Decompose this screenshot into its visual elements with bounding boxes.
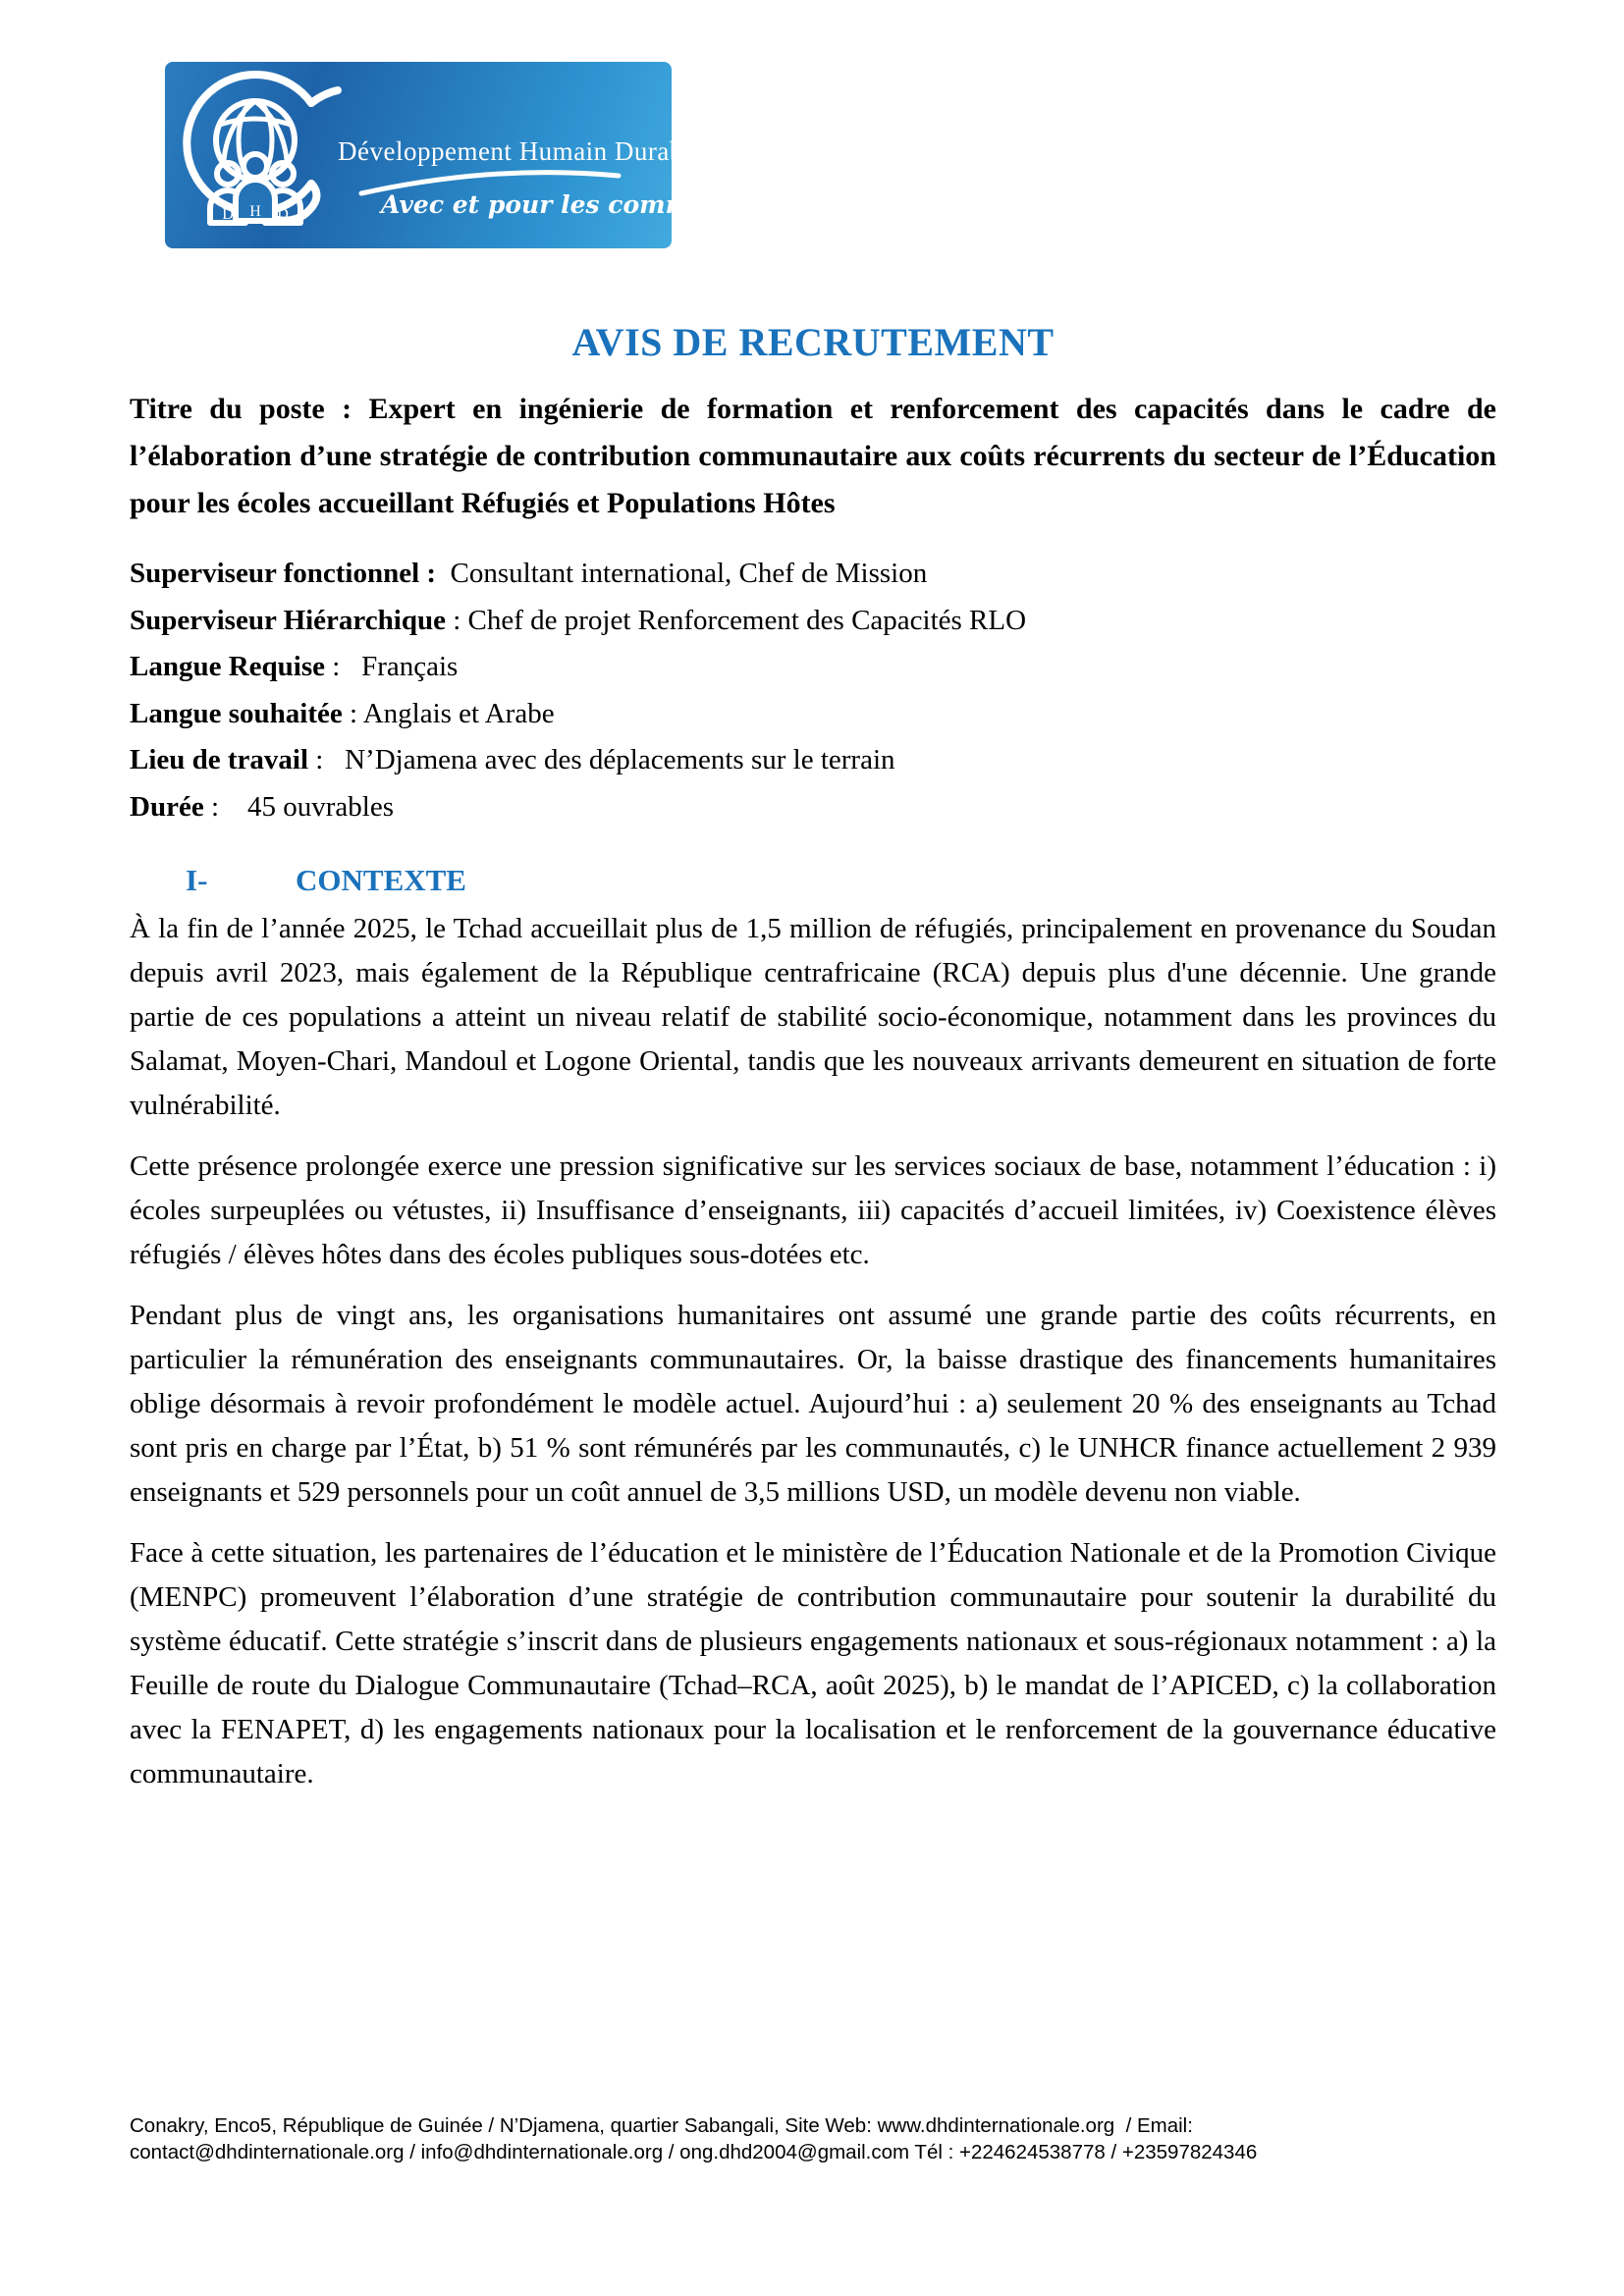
info-label: Durée: [130, 790, 204, 823]
org-tagline: Avec et pour les communautés: [381, 190, 802, 219]
footer-line-1: Conakry, Enco5, République de Guinée / N’Djamena, quartier Sabangali, Site Web: www.dhdinternationale.org / Email:: [130, 2114, 1193, 2137]
context-paragraph-4: Face à cette situation, les partenaires de l’éducation et le ministère de l’Éducation Nationale et de la Promotion Civique (MENPC) promeuvent l’élaboration d’une stratégie de contribution communautaire pour soutenir la durabilité du système éducatif. Cette stratégie s’inscrit dans de plusieurs engagements nationaux et sous-régionaux notamment : a) la Feuille de route du Dialogue Communautaire (Tchad–RCA, août 2025), b) le mandat de l’APICED, c) la collaboration avec la FENAPET, d) les engagements nationaux pour la localisation et le renforcement de la gouvernance éducative communautaire.: [130, 1537, 1496, 1789]
info-line-duree: [130, 784, 1496, 831]
info-value: : Anglais et Arabe: [342, 697, 555, 729]
info-line-lieu-de-travail: [130, 737, 1496, 784]
info-value: : Chef de projet Renforcement des Capacités RLO: [445, 604, 1027, 636]
context-paragraph-2: Cette présence prolongée exerce une pression significative sur les services sociaux de base, notamment l’éducation : i) écoles surpeuplées ou vétustes, ii) Insuffisance d’enseignants, iii) capacités d’accueil limitées, iv) Coexistence élèves réfugiés / élèves hôtes dans des écoles publiques sous-dotées etc.: [130, 1150, 1496, 1270]
initial-d-left: D: [222, 206, 234, 223]
info-label: Langue souhaitée: [130, 697, 343, 729]
info-line-langue-souhaitee: [130, 691, 1496, 738]
initial-h: H: [249, 203, 261, 220]
context-paragraph-1: À la fin de l’année 2025, le Tchad accueillait plus de 1,5 million de réfugiés, principalement en provenance du Soudan depuis avril 2023, mais également de la République centrafricaine (RCA) depuis plus d'une décennie. Une grande partie de ces populations a atteint un niveau relatif de stabilité socio-économique, notamment dans les provinces du Salamat, Moyen-Chari, Mandoul et Logone Oriental, tandis que les nouveaux arrivants demeurent en situation de forte vulnérabilité.: [130, 913, 1496, 1121]
document-body: [130, 0, 1496, 1796]
info-value: : 45 ouvrables: [203, 790, 394, 823]
section-number: I-: [186, 863, 208, 897]
info-line-langue-requise: [130, 644, 1496, 691]
info-line-superviseur-fonctionnel: [130, 551, 1496, 598]
footer-line-2: contact@dhdinternationale.org / info@dhdinternationale.org / ong.dhd2004@gmail.com Tél : +224624538778 / +23597824346: [130, 2141, 1258, 2163]
section-heading-contexte: [130, 860, 1496, 901]
org-name: Développement Humain Durable: [338, 136, 704, 166]
info-label: Superviseur fonctionnel :: [130, 558, 437, 589]
info-label: Superviseur Hiérarchique: [130, 604, 446, 636]
context-paragraph-3: Pendant plus de vingt ans, les organisations humanitaires ont assumé une grande partie des coûts récurrents, en particulier la rémunération des enseignants communautaires. Or, la baisse drastique des financements humanitaires oblige désormais à revoir profondément le modèle actuel. Aujourd’hui : a) seulement 20 % des enseignants au Tchad sont pris en charge par l’État, b) 51 % sont rémunérés par les communautés, c) le UNHCR finance actuellement 2 939 enseignants et 529 personnels pour un coût annuel de 3,5 millions USD, un modèle devenu non viable.: [130, 1300, 1496, 1508]
info-value: Consultant international, Chef de Mission: [436, 558, 928, 589]
page-title: AVIS DE RECRUTEMENT: [571, 320, 1055, 364]
position-info-block: [130, 551, 1496, 830]
job-title-paragraph: Titre du poste : Expert en ingénierie de formation et renforcement des capacités dans le cadre de l’élaboration d’une stratégie de contribution communautaire aux coûts récurrents du secteur de l’Éducation pour les écoles accueillant Réfugiés et Populations Hôtes: [130, 393, 1496, 519]
info-value: : N’Djamena avec des déplacements sur le terrain: [308, 744, 895, 775]
section-label: CONTEXTE: [296, 863, 466, 897]
info-value: : Français: [325, 651, 459, 682]
initial-d-right: D: [277, 206, 289, 223]
info-label: Lieu de travail: [130, 744, 309, 775]
info-label: Langue Requise: [130, 651, 326, 682]
page-footer: [130, 2112, 1504, 2165]
info-line-superviseur-hierarchique: [130, 598, 1496, 645]
